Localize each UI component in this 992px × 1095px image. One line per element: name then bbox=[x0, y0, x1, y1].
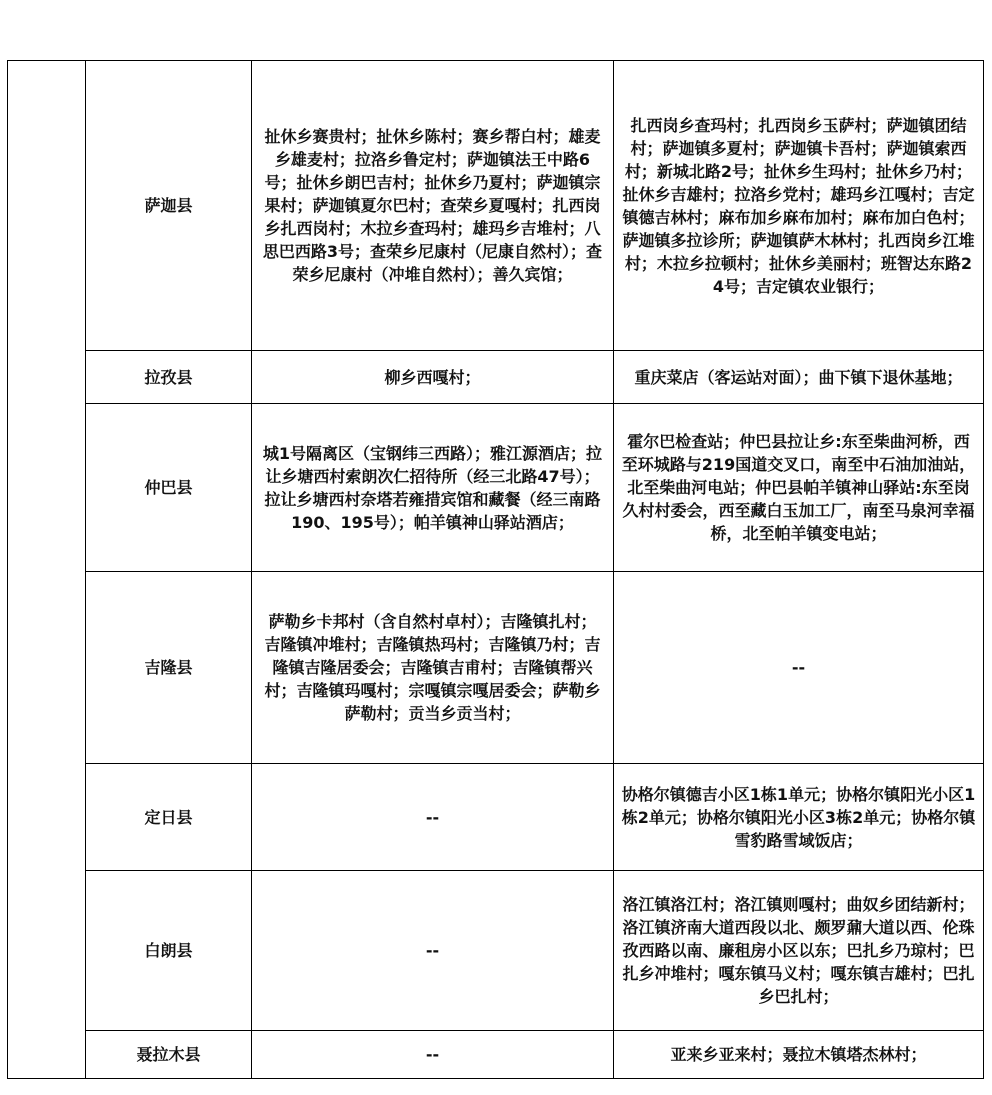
area-list-cell: -- bbox=[252, 1031, 614, 1079]
table-row bbox=[8, 572, 984, 764]
table-row bbox=[8, 1031, 984, 1079]
area-list-cell: 城1号隔离区（宝钢纬三西路）；雅江源酒店；拉让乡塘西村索朗次仁招待所（经三北路47号）；拉让乡塘西村奈塔若雍措宾馆和藏餐（经三南路190、195号）；帕羊镇神山驿站酒店； bbox=[252, 404, 614, 572]
area-list-cell: 扯休乡赛贵村；扯休乡陈村；赛乡帮白村；雄麦乡雄麦村；拉洛乡鲁定村；萨迦镇法王中路6号；扯休乡朗巴吉村；扯休乡乃夏村；萨迦镇宗果村；萨迦镇夏尔巴村；查荣乡夏嘎村；扎西岗乡扎西岗村；木拉乡查玛村；雄玛乡吉堆村；八思巴西路3号；查荣乡尼康村（尼康自然村）；查荣乡尼康村（冲堆自然村）；善久宾馆； bbox=[252, 61, 614, 351]
area-list-cell: -- bbox=[614, 572, 984, 764]
table-row bbox=[8, 351, 984, 404]
area-list-cell: 洛江镇洛江村；洛江镇则嘎村；曲奴乡团结新村；洛江镇济南大道西段以北、颇罗鼐大道以西、伦珠孜西路以南、廉租房小区以东；巴扎乡乃琼村；巴扎乡冲堆村；嘎东镇马义村；嘎东镇吉雄村；巴扎乡巴扎村； bbox=[614, 871, 984, 1031]
county-cell: 拉孜县 bbox=[86, 351, 252, 404]
table-row bbox=[8, 764, 984, 871]
table-row bbox=[8, 404, 984, 572]
table-row bbox=[8, 871, 984, 1031]
area-list-cell: 萨勒乡卡邦村（含自然村卓村）；吉隆镇扎村；吉隆镇冲堆村；吉隆镇热玛村；吉隆镇乃村；吉隆镇吉隆居委会；吉隆镇吉甫村；吉隆镇帮兴村；吉隆镇玛嘎村；宗嘎镇宗嘎居委会；萨勒乡萨勒村；贡当乡贡当村； bbox=[252, 572, 614, 764]
area-list-cell: 亚来乡亚来村；聂拉木镇塔杰林村； bbox=[614, 1031, 984, 1079]
county-cell: 白朗县 bbox=[86, 871, 252, 1031]
county-cell: 萨迦县 bbox=[86, 61, 252, 351]
county-cell: 定日县 bbox=[86, 764, 252, 871]
county-cell: 吉隆县 bbox=[86, 572, 252, 764]
area-list-cell: 柳乡西嘎村； bbox=[252, 351, 614, 404]
area-list-cell: 扎西岗乡查玛村；扎西岗乡玉萨村；萨迦镇团结村；萨迦镇多夏村；萨迦镇卡吾村；萨迦镇索西村；新城北路2号；扯休乡生玛村；扯休乡乃村；扯休乡吉雄村；拉洛乡党村；雄玛乡江嘎村；吉定镇德吉林村；麻布加乡麻布加村；麻布加白色村；萨迦镇多拉诊所；萨迦镇萨木林村；扎西岗乡江堆村；木拉乡拉顿村；扯休乡美丽村；班智达东路24号；吉定镇农业银行； bbox=[614, 61, 984, 351]
county-cell: 仲巴县 bbox=[86, 404, 252, 572]
area-list-cell: -- bbox=[252, 764, 614, 871]
area-list-cell: 霍尔巴检查站；仲巴县拉让乡:东至柴曲河桥，西至环城路与219国道交叉口，南至中石油加油站，北至柴曲河电站；仲巴县帕羊镇神山驿站:东至岗久村村委会，西至藏白玉加工厂，南至马泉河幸福桥，北至帕羊镇变电站； bbox=[614, 404, 984, 572]
county-cell: 聂拉木县 bbox=[86, 1031, 252, 1079]
area-list-cell: 重庆菜店（客运站对面）；曲下镇下退休基地； bbox=[614, 351, 984, 404]
area-list-cell: -- bbox=[252, 871, 614, 1031]
risk-area-table bbox=[7, 60, 984, 1079]
region-merged-cell bbox=[8, 61, 86, 1079]
table-row bbox=[8, 61, 984, 351]
area-list-cell: 协格尔镇德吉小区1栋1单元；协格尔镇阳光小区1栋2单元；协格尔镇阳光小区3栋2单元；协格尔镇雪豹路雪域饭店； bbox=[614, 764, 984, 871]
